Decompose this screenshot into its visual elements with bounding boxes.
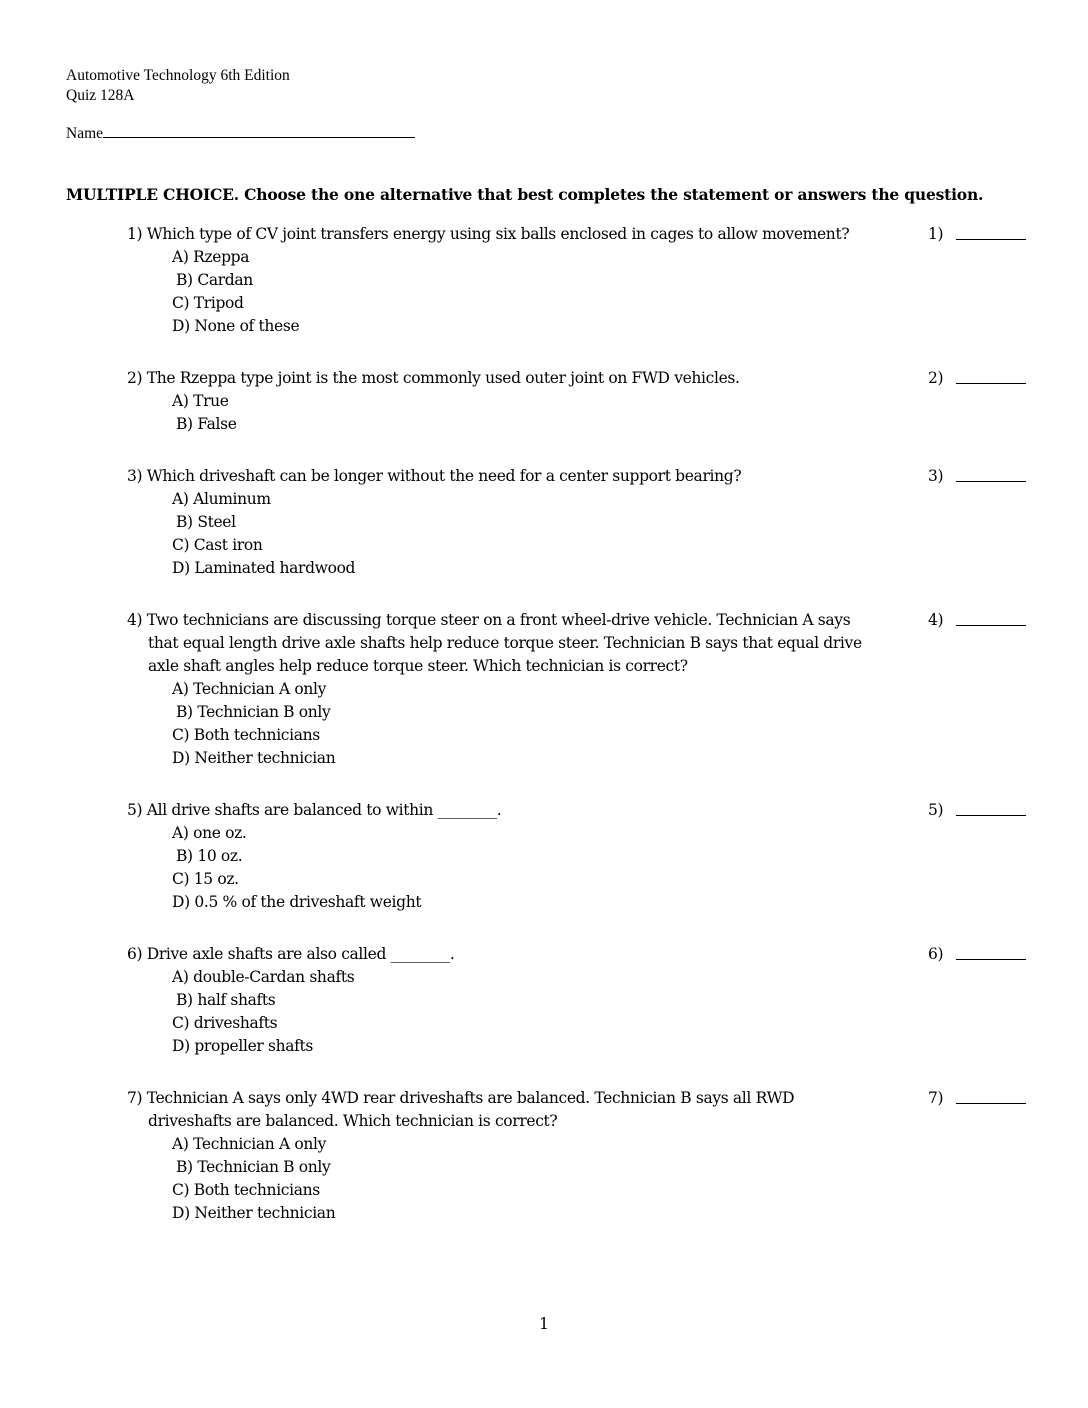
page-number: 1 — [539, 1315, 549, 1333]
answer-option: B) False — [176, 415, 237, 433]
answer-option: A) Rzeppa — [172, 248, 250, 266]
course-title: Automotive Technology 6th Edition — [66, 67, 290, 84]
answer-option: D) 0.5 % of the driveshaft weight — [172, 893, 422, 911]
answer-option: B) Cardan — [176, 271, 253, 289]
answer-number: 3) — [928, 467, 944, 485]
answer-option: C) Both technicians — [172, 1181, 320, 1199]
answer-option: D) Laminated hardwood — [172, 559, 356, 577]
answer-blank[interactable] — [956, 239, 1026, 240]
question-text: 4) Two technicians are discussing torque steer on a front wheel-drive vehicle. Technician A says — [127, 611, 851, 629]
answer-option: B) Steel — [176, 513, 236, 531]
question-text: axle shaft angles help reduce torque steer. Which technician is correct? — [148, 657, 688, 675]
answer-option: A) Aluminum — [172, 490, 271, 508]
name-field — [66, 125, 415, 143]
answer-option: A) double-Cardan shafts — [172, 968, 355, 986]
name-blank-line — [103, 125, 415, 138]
answer-option: D) propeller shafts — [172, 1037, 314, 1055]
question-text: driveshafts are balanced. Which technician is correct? — [148, 1112, 558, 1130]
answer-option: D) Neither technician — [172, 749, 336, 767]
answer-option: D) None of these — [172, 317, 300, 335]
answer-blank[interactable] — [956, 625, 1026, 626]
question-2 — [127, 367, 1087, 436]
answer-option: C) driveshafts — [172, 1014, 278, 1032]
answer-option: C) Tripod — [172, 294, 244, 312]
name-label: Name — [66, 125, 104, 142]
answer-blank[interactable] — [956, 481, 1026, 482]
question-3 — [127, 465, 1087, 580]
question-text: 6) Drive axle shafts are also called ________. — [127, 945, 455, 963]
answer-option: D) Neither technician — [172, 1204, 336, 1222]
question-text: 2) The Rzeppa type joint is the most commonly used outer joint on FWD vehicles. — [127, 369, 740, 387]
answer-option: C) 15 oz. — [172, 870, 239, 888]
question-1 — [127, 223, 1087, 338]
question-text: 7) Technician A says only 4WD rear driveshafts are balanced. Technician B says all RWD — [127, 1089, 795, 1107]
answer-number: 6) — [928, 945, 944, 963]
question-7 — [127, 1087, 1087, 1225]
answer-number: 2) — [928, 369, 944, 387]
answer-option: B) 10 oz. — [176, 847, 243, 865]
question-6 — [127, 943, 1087, 1058]
answer-option: A) Technician A only — [172, 1135, 327, 1153]
answer-number: 7) — [928, 1089, 944, 1107]
answer-option: C) Cast iron — [172, 536, 263, 554]
answer-option: A) Technician A only — [172, 680, 327, 698]
question-text: that equal length drive axle shafts help reduce torque steer. Technician B says that equal drive — [148, 634, 862, 652]
answer-blank[interactable] — [956, 383, 1026, 384]
question-4 — [127, 609, 1087, 770]
instructions: MULTIPLE CHOICE. Choose the one alternative that best completes the statement or answers the question. — [66, 185, 984, 204]
answer-number: 4) — [928, 611, 944, 629]
quiz-title: Quiz 128A — [66, 87, 135, 104]
question-text: 5) All drive shafts are balanced to within ________. — [127, 801, 502, 819]
answer-option: B) half shafts — [176, 991, 276, 1009]
answer-blank[interactable] — [956, 1103, 1026, 1104]
answer-number: 1) — [928, 225, 944, 243]
question-text: 3) Which driveshaft can be longer without the need for a center support bearing? — [127, 467, 742, 485]
question-5 — [127, 799, 1087, 914]
answer-option: B) Technician B only — [176, 703, 331, 721]
answer-blank[interactable] — [956, 959, 1026, 960]
answer-number: 5) — [928, 801, 944, 819]
answer-option: B) Technician B only — [176, 1158, 331, 1176]
answer-blank[interactable] — [956, 815, 1026, 816]
answer-option: A) True — [172, 392, 229, 410]
answer-option: A) one oz. — [172, 824, 247, 842]
question-text: 1) Which type of CV joint transfers energy using six balls enclosed in cages to allow movement? — [127, 225, 850, 243]
answer-option: C) Both technicians — [172, 726, 320, 744]
